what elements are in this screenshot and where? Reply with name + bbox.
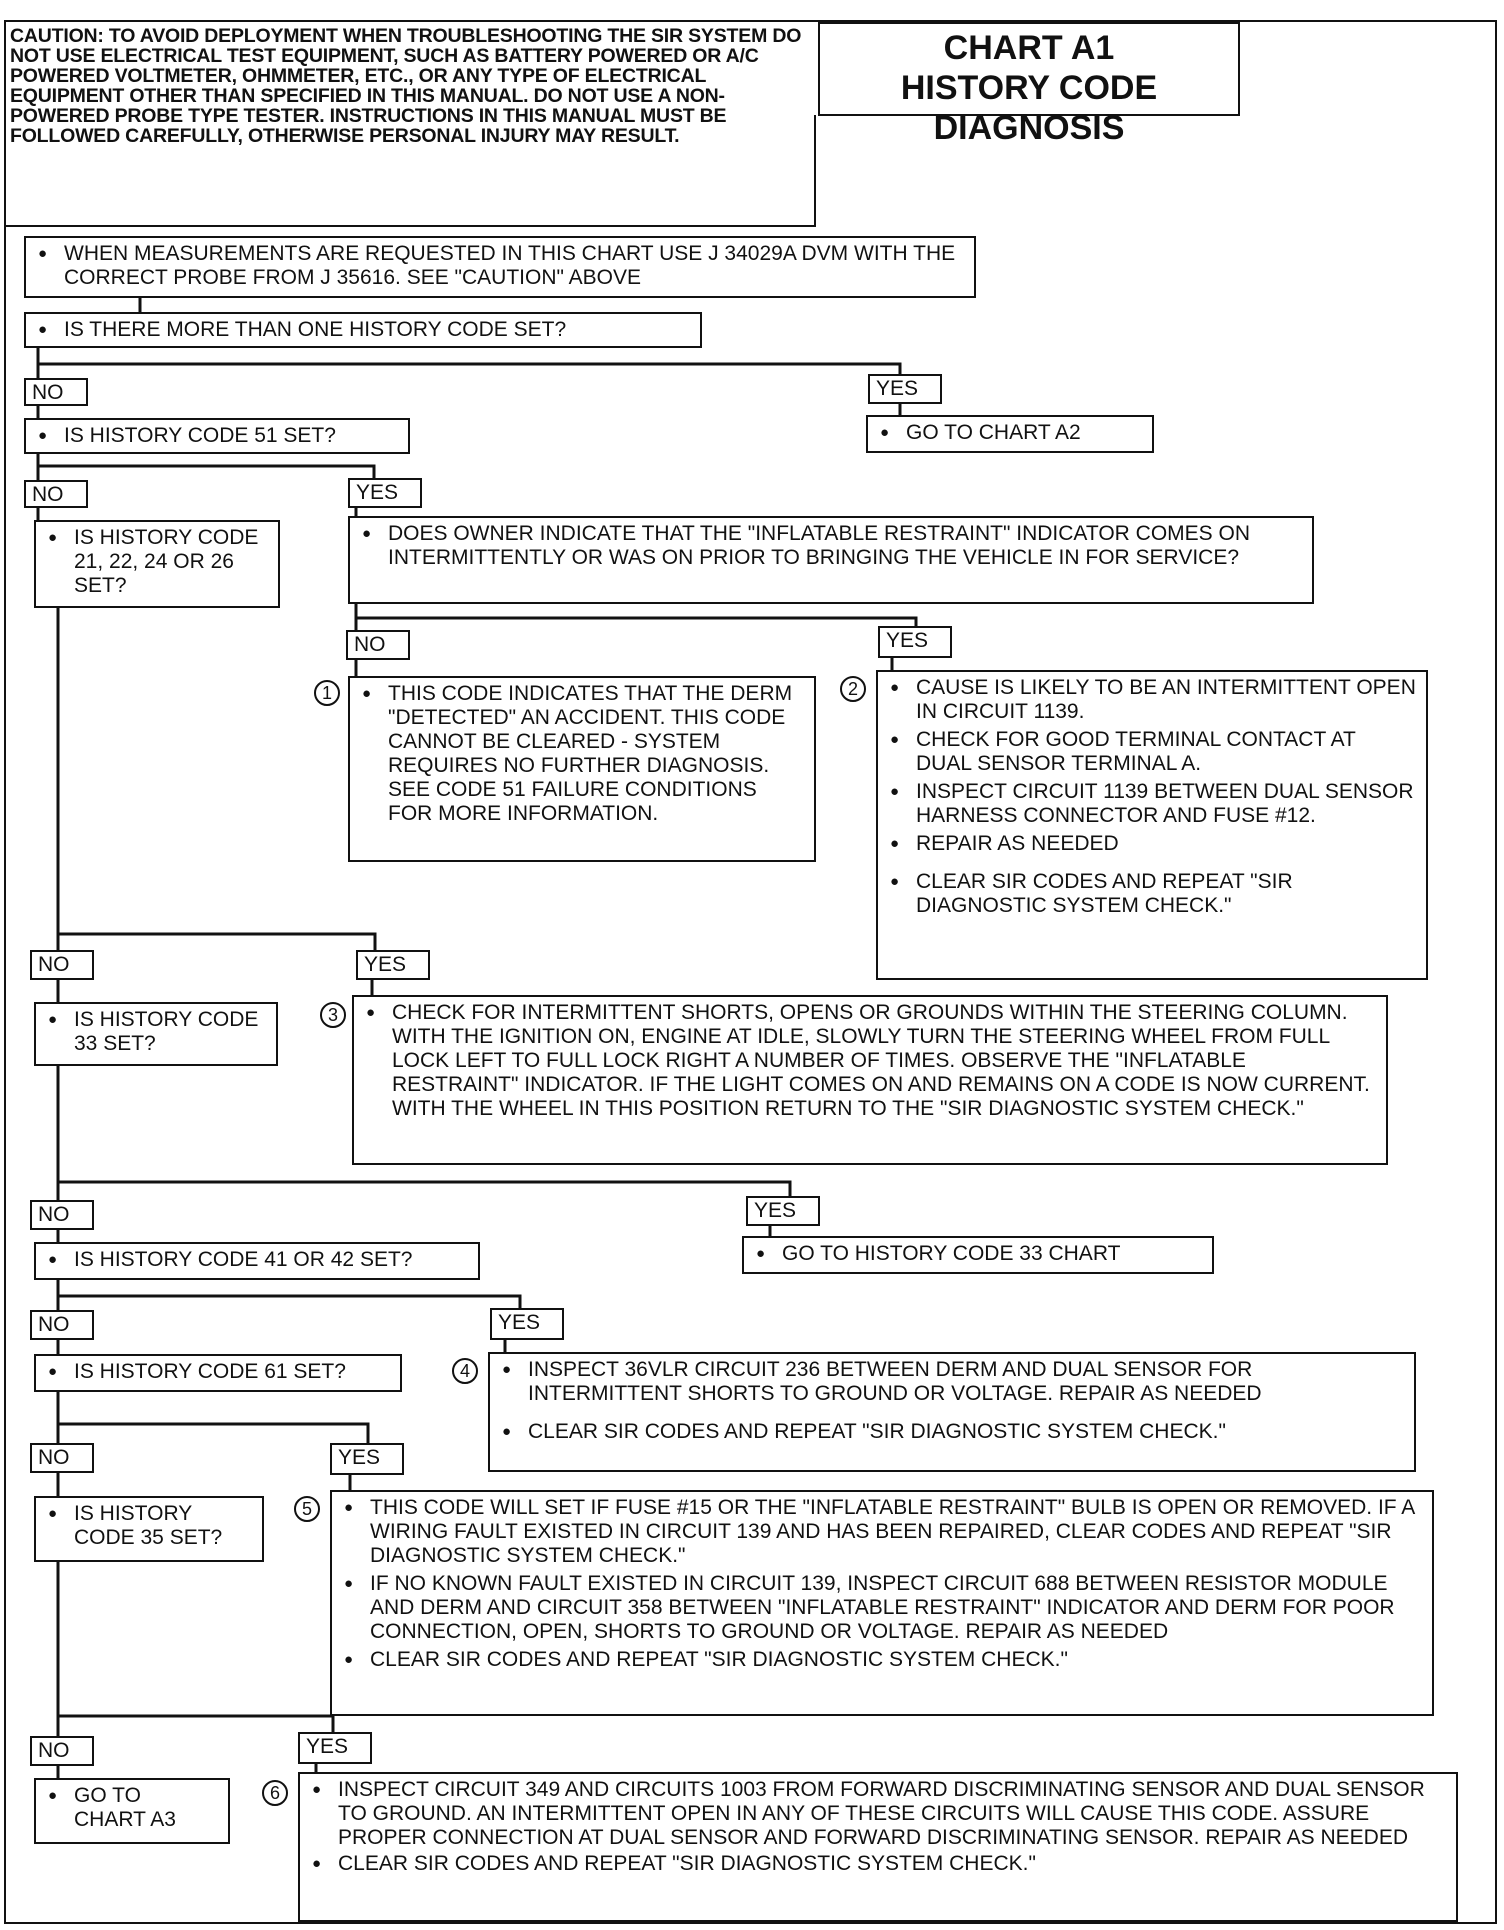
yes-label: YES	[868, 374, 942, 404]
step-6-box	[298, 1772, 1458, 1922]
question-code-41-42	[34, 1242, 480, 1280]
question-text: ● IS HISTORY CODE 33 SET?	[48, 1008, 266, 1056]
question-text: ● IS HISTORY CODE 41 OR 42 SET?	[48, 1248, 468, 1272]
question-text: ● IS THERE MORE THAN ONE HISTORY CODE SET?	[38, 318, 690, 342]
no-label: NO	[24, 480, 88, 508]
step-2-item: ● CAUSE IS LIKELY TO BE AN INTERMITTENT OPEN IN CIRCUIT 1139.	[890, 676, 1416, 724]
step-1-text: ● THIS CODE INDICATES THAT THE DERM "DETECTED" AN ACCIDENT. THIS CODE CANNOT BE CLEARED - SYSTEM REQUIRES NO FURTHER DIAGNOSIS. SEE CODE 51 FAILURE CONDITIONS FOR MORE INFORMATION.	[362, 682, 804, 826]
question-code-21-22-24-26	[34, 520, 280, 608]
yes-label: YES	[490, 1308, 564, 1340]
step-4-item: ● INSPECT 36VLR CIRCUIT 236 BETWEEN DERM AND DUAL SENSOR FOR INTERMITTENT SHORTS TO GROUND OR VOLTAGE. REPAIR AS NEEDED	[502, 1358, 1404, 1406]
step-2-box	[876, 670, 1428, 980]
step-2-item: ● CLEAR SIR CODES AND REPEAT "SIR DIAGNOSTIC SYSTEM CHECK."	[890, 870, 1416, 918]
question-code-33	[34, 1002, 278, 1066]
chart-title-line2: HISTORY CODE DIAGNOSIS	[900, 69, 1158, 147]
no-label: NO	[346, 630, 410, 660]
step-2-item: ● REPAIR AS NEEDED	[890, 832, 1416, 856]
step-5-item: ● THIS CODE WILL SET IF FUSE #15 OR THE "INFLATABLE RESTRAINT" BULB IS OPEN OR REMOVED. IF A WIRING FAULT EXISTED IN CIRCUIT 139 AND HAS BEEN REPAIRED, CLEAR CODES AND REPEAT "SIR DIAGNOSTIC SYSTEM CHECK."	[344, 1496, 1422, 1568]
yes-label: YES	[330, 1443, 404, 1475]
no-label: NO	[30, 950, 94, 980]
question-text: ● IS HISTORY CODE 51 SET?	[38, 424, 398, 448]
yes-label: YES	[878, 626, 952, 658]
question-owner-indicator	[348, 516, 1314, 604]
chart-title	[818, 22, 1240, 147]
connector	[58, 1716, 333, 1732]
no-label: NO	[24, 378, 88, 406]
yes-label: YES	[746, 1196, 820, 1226]
connector	[38, 466, 374, 480]
callout-3: 3	[320, 1002, 346, 1028]
connector	[356, 618, 916, 628]
no-label: NO	[30, 1310, 94, 1340]
connector	[58, 1182, 790, 1196]
yes-label: YES	[298, 1732, 372, 1764]
callout-5: 5	[294, 1496, 320, 1522]
go-to-a2-text: ● GO TO CHART A2	[880, 421, 1142, 445]
step-4-item: ● CLEAR SIR CODES AND REPEAT "SIR DIAGNOSTIC SYSTEM CHECK."	[502, 1420, 1404, 1444]
step-4-box	[488, 1352, 1416, 1472]
step-5-item: ● CLEAR SIR CODES AND REPEAT "SIR DIAGNOSTIC SYSTEM CHECK."	[344, 1648, 1422, 1672]
no-label: NO	[30, 1443, 94, 1473]
question-code-51	[24, 418, 410, 454]
step-3-box	[352, 995, 1388, 1165]
go-to-a3-box	[34, 1778, 230, 1844]
callout-4: 4	[452, 1358, 478, 1384]
step-3-text: ● CHECK FOR INTERMITTENT SHORTS, OPENS OR GROUNDS WITHIN THE STEERING COLUMN. WITH THE IGNITION ON, ENGINE AT IDLE, SLOWLY TURN THE STEERING WHEEL FROM FULL LOCK LEFT TO FULL LOCK RIGHT A NUMBER OF TIMES. OBSERVE THE "INFLATABLE RESTRAINT" INDICATOR. IF THE LIGHT COMES ON AND REMAINS ON A CODE IS NOW CURRENT. WITH THE WHEEL IN THIS POSITION RETURN TO THE "SIR DIAGNOSTIC SYSTEM CHECK."	[366, 1001, 1376, 1121]
step-2-item: ● INSPECT CIRCUIT 1139 BETWEEN DUAL SENSOR HARNESS CONNECTOR AND FUSE #12.	[890, 780, 1416, 828]
step-5-item: ● IF NO KNOWN FAULT EXISTED IN CIRCUIT 139, INSPECT CIRCUIT 688 BETWEEN RESISTOR MODULE AND DERM AND CIRCUIT 358 BETWEEN "INFLATABLE RESTRAINT" INDICATOR AND DERM FOR POOR CONNECTION, OPEN, SHORTS TO GROUND OR VOLTAGE. REPAIR AS NEEDED	[344, 1572, 1422, 1644]
step-5-box	[330, 1490, 1434, 1716]
connector	[58, 1424, 368, 1443]
go-to-code-33-text: ● GO TO HISTORY CODE 33 CHART	[756, 1242, 1202, 1266]
go-to-code-33-box	[742, 1236, 1214, 1274]
connector	[38, 364, 900, 378]
step-6-item: ● CLEAR SIR CODES AND REPEAT "SIR DIAGNOSTIC SYSTEM CHECK."	[312, 1852, 1446, 1876]
step-1-box	[348, 676, 816, 862]
question-more-than-one	[24, 312, 702, 348]
question-text: ● IS HISTORY CODE 35 SET?	[48, 1502, 252, 1550]
question-code-35	[34, 1496, 264, 1562]
go-to-a2-box	[866, 415, 1154, 453]
callout-1: 1	[314, 680, 340, 706]
yes-label: YES	[356, 950, 430, 980]
question-code-61	[34, 1354, 402, 1392]
intro-box	[24, 236, 976, 298]
question-text: ● IS HISTORY CODE 61 SET?	[48, 1360, 390, 1384]
connector	[58, 934, 375, 950]
intro-text: ● WHEN MEASUREMENTS ARE REQUESTED IN THIS CHART USE J 34029A DVM WITH THE CORRECT PROBE FROM J 35616. SEE "CAUTION" ABOVE	[38, 242, 964, 290]
step-2-item: ● CHECK FOR GOOD TERMINAL CONTACT AT DUAL SENSOR TERMINAL A.	[890, 728, 1416, 776]
yes-label: YES	[348, 478, 422, 508]
connector	[58, 1296, 520, 1310]
no-label: NO	[30, 1736, 94, 1766]
go-to-a3-text: ● GO TO CHART A3	[48, 1784, 218, 1832]
question-text: ● DOES OWNER INDICATE THAT THE "INFLATABLE RESTRAINT" INDICATOR COMES ON INTERMITTENTLY OR WAS ON PRIOR TO BRINGING THE VEHICLE IN FOR SERVICE?	[362, 522, 1302, 570]
no-label: NO	[30, 1200, 94, 1230]
chart-title-line1: CHART A1	[943, 29, 1115, 67]
step-6-item: ● INSPECT CIRCUIT 349 AND CIRCUITS 1003 FROM FORWARD DISCRIMINATING SENSOR AND DUAL SENSOR TO GROUND. AN INTERMITTENT OPEN IN ANY OF THESE CIRCUITS WILL CAUSE THIS CODE. ASSURE PROPER CONNECTION AT DUAL SENSOR AND FORWARD DISCRIMINATING SENSOR. REPAIR AS NEEDED	[312, 1778, 1446, 1850]
question-text: ● IS HISTORY CODE 21, 22, 24 OR 26 SET?	[48, 526, 272, 598]
callout-2: 2	[840, 676, 866, 702]
caution-text: CAUTION: TO AVOID DEPLOYMENT WHEN TROUBLESHOOTING THE SIR SYSTEM DO NOT USE ELECTRICAL TEST EQUIPMENT, SUCH AS BATTERY POWERED OR A/C POWERED VOLTMETER, OHMMETER, ETC., OR ANY TYPE OF ELECTRICAL EQUIPMENT OTHER THAN SPECIFIED IN THIS MANUAL. DO NOT USE A NON-POWERED PROBE TYPE TESTER. INSTRUCTIONS IN THIS MANUAL MUST BE FOLLOWED CAREFULLY, OTHERWISE PERSONAL INJURY MAY RESULT.	[10, 25, 802, 147]
callout-6: 6	[262, 1780, 288, 1806]
